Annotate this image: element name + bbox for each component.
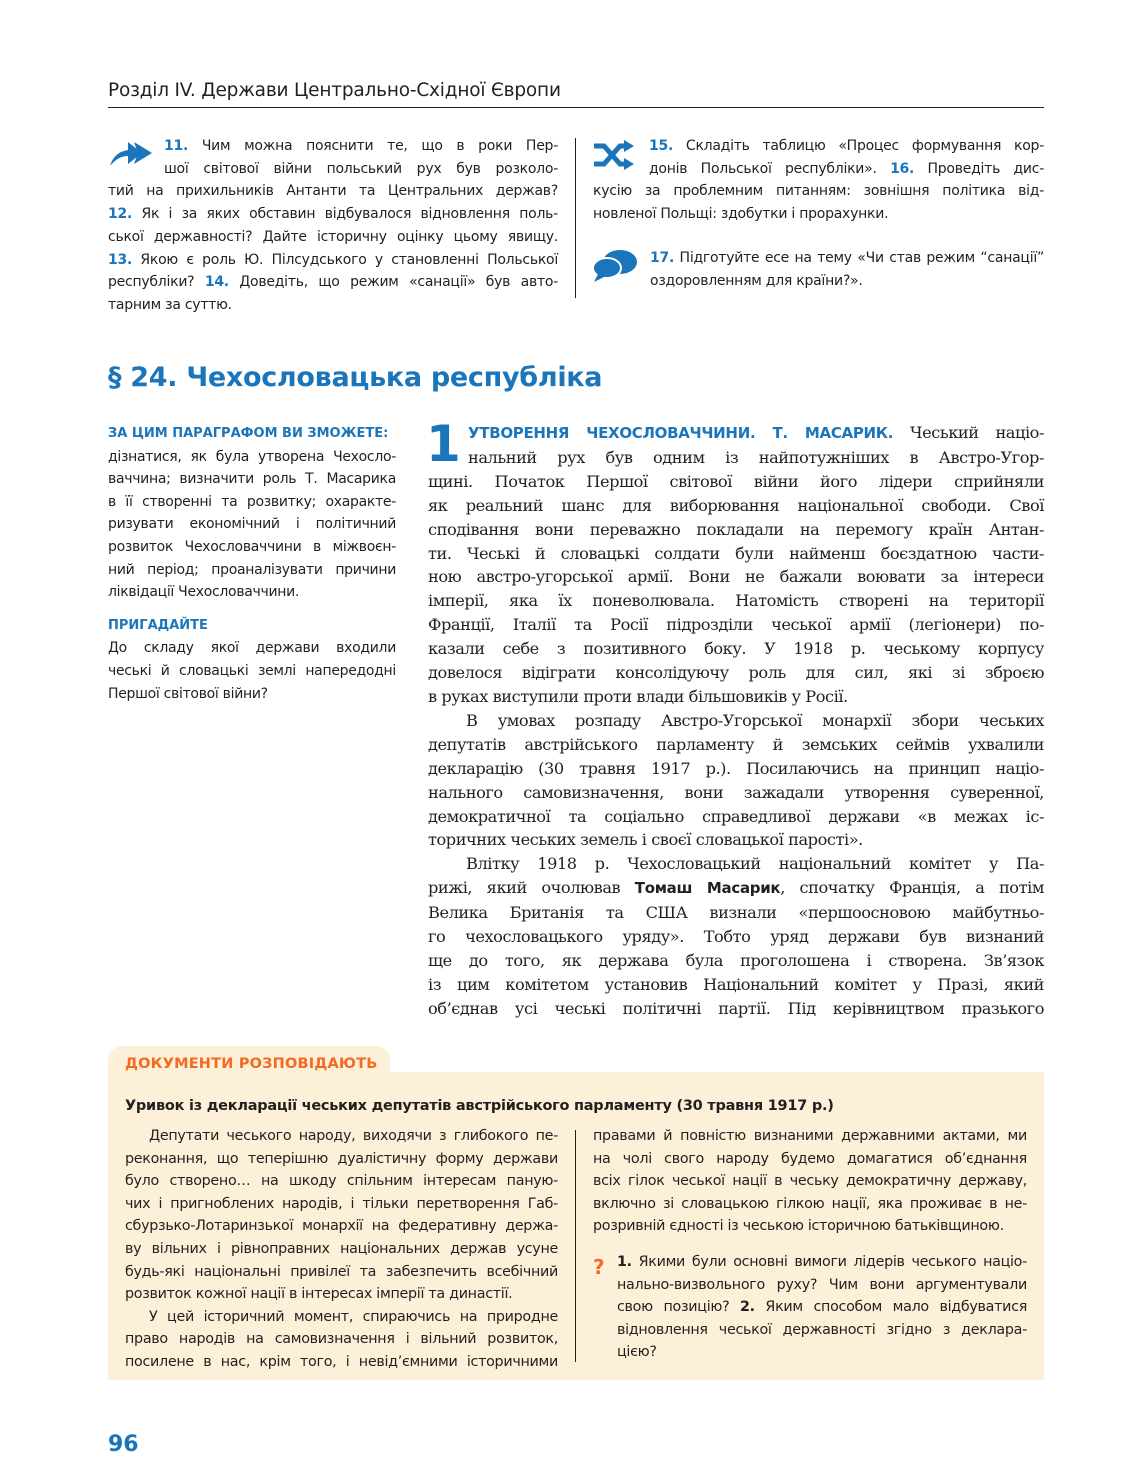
questions-left: 11. Чим можна пояснити те, що в роки Пер- шої світової війни польський рух був розколо- тий на прихильників Антанти та Центральних держав? 12. Як і за яких обставин відбувалося відновлення поль- ської державності? Дайте історичну оцінку цьому явищу. 13. Якою є роль Ю. Пілсудського у становленні Польської республіки? 14. Доведіть, що режим «санації» був авто- тарним за суттю. xyxy=(108,138,559,313)
header-title: Розділ IV. Держави Центрально-Східної Європи xyxy=(108,80,561,101)
section-title: § 24. Чехословацька республіка xyxy=(108,362,603,393)
questions-right: 15. Складіть таблицю «Процес формування кор- донів Польської республіки». 16. Проведіть дис- кусію за проблемним питанням: зовнішня політика від- новленої Польщі: здобутки і прорахунки. xyxy=(593,138,1045,223)
documents-tab-label: ДОКУМЕНТИ РОЗПОВІДАЮТЬ xyxy=(125,1056,378,1072)
document-text-right: правами й повністю визнаними державними актами, ми на чолі свого народу будемо домагатися об’єднання всіх гілок чеської нації в чеську демократичну державу, включно зі словацькою гілкою нації, яка проживає в не- розривній єдності із чеською історичною батьківщиною. xyxy=(593,1128,1027,1235)
subsection-heading: УТВОРЕННЯ ЧЕХОСЛОВАЧЧИНИ. Т. МАСАРИК. xyxy=(468,424,894,442)
document-title: Уривок із декларації чеських депутатів австрійського парламенту (30 травня 1917 р.) xyxy=(125,1098,834,1114)
document-questions: 1. Якими були основні вимоги лідерів чеського націо- нально-визвольного руху? Чим вони аргументували свою позицію? 2. Яким способом мало відбуватися відновлення чеської державності згідно з деклара- цією? xyxy=(617,1254,1027,1361)
question-17: 17. Підготуйте есе на тему «Чи став режим “санації” оздоровленням для країни?». xyxy=(650,250,1044,289)
goals-heading: ЗА ЦИМ ПАРАГРАФОМ ВИ ЗМОЖЕТЕ: xyxy=(108,426,389,441)
svg-text:?: ? xyxy=(593,1255,605,1279)
page-number: 96 xyxy=(108,1432,139,1457)
subsection-number: 1 xyxy=(426,415,461,473)
main-text: УТВОРЕННЯ ЧЕХОСЛОВАЧЧИНИ. Т. МАСАРИК. Чеський націо- нальний рух був одним із найпотужніших в Австро-Угор- щині. Початок Першої світової війни його лідери сприйняли як реальний шанс для виборювання національної свободи. Свої сподівання вони переважно покладали на перемогу країн Антан- ти. Чеські й словацькі солдати були найменш боєздатною части- ною австро-угорської армії. Вони не бажали воювати за інтереси імперії, яка їх поневолювала. Натомість створені на території Франції, Італії та Росії підрозділи чеської армії (легіонери) по- казали себе з позитивного боку. У 1918 р. чеському корпусу довелося відіграти консолідуючу роль для сил, які зі зброєю в руках виступили проти влади більшовиків у Росії. В умовах розпаду Австро-Угорської монархії збори чеських депутатів австрійського парламенту й земських сеймів ухвалили декларацію (30 травня 1917 р.). Посилаючись на принцип націо- нального самовизначення, вони зажадали утворення суверенної, демократичної та соціально справедливої держави «в межах іс- торичних чеських земель і своєї словацької парості». Влітку 1918 р. Чехословацький національний комітет у Па- рижі, який очолював Томаш Масарик, спочатку Франція, а потім Велика Британія та США визнали «першоосновою майбутньо- го чехословацького уряду». Тобто уряд держави був визнаний ще до того, як держава була проголошена і створена. Зв’язок із цим комітетом установив Національний комітет у Празі, який об’єднав усі чеські політичні партії. Під керівництвом празького xyxy=(428,423,1044,1018)
question-mark-icon xyxy=(592,1255,606,1279)
column-divider xyxy=(575,138,576,298)
recall-heading: ПРИГАДАЙТЕ xyxy=(108,617,208,633)
person-name: Томаш Масарик xyxy=(634,879,781,898)
header-rule xyxy=(108,107,1044,108)
document-divider xyxy=(575,1130,576,1362)
document-text-left: Депутати чеського народу, виходячи з глибокого пе- реконання, що теперішню дуалістичну форму держави було створено… на шкоду спільним інтересам паную- чих і пригноблених народів, і тільки перетворення Габ- сбурзько-Лотаринзької монархії на федеративну держа- ву вільних і рівноправних національних держав усуне будь-які національні привілеї та забезпечить всебічний розвиток кожної нації в інтересах імперії та династії. У цей історичний момент, спираючись на природне право народів на самовизначення і вільний розвиток, посилене в нас, крім того, і невід’ємними історичними xyxy=(125,1128,558,1370)
discussion-icon xyxy=(592,248,638,284)
sidebar: ЗА ЦИМ ПАРАГРАФОМ ВИ ЗМОЖЕТЕ: дізнатися, як була утворена Чехосло- ваччина; визначити роль Т. Масарика в її створенні та розвитку; охаракте- ризувати економічний і політичний розвиток Чехословаччини в міжвоєн- ний період; проаналізувати причини ліквідації Чехословаччини. ПРИГАДАЙТЕ До складу якої держави входили чеські й словацькі землі напередодні Першої світової війни? xyxy=(108,423,396,705)
